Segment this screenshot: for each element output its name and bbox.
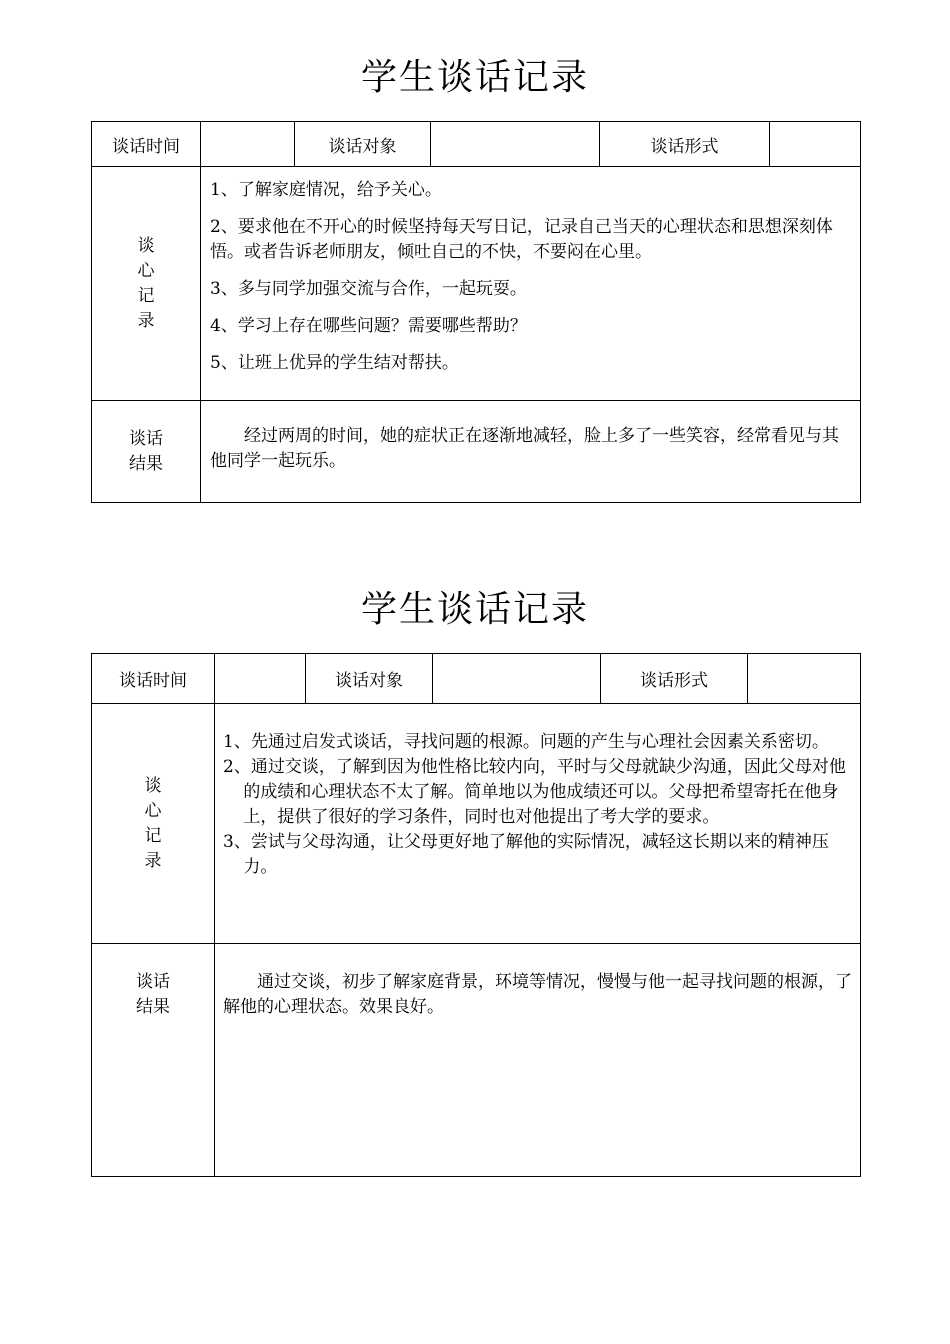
- record1-result-label: 谈话 结果: [92, 401, 201, 503]
- record2-heart-content: [215, 704, 861, 944]
- record2-target-value[interactable]: [433, 654, 601, 704]
- record1-table: [91, 121, 861, 503]
- record2-result-label: 谈话 结果: [92, 944, 215, 1177]
- record1-target-label: 谈话对象: [295, 122, 431, 167]
- record1-title: 学生谈话记录: [360, 57, 589, 98]
- list-item: 2、通过交谈，了解到因为他性格比较内向，平时与父母就缺少沟通，因此父母对他的成绩和心理状态不太了解。简单地以为他成绩还可以。父母把希望寄托在他身上，提供了很好的学习条件，同时也对他提出了考大学的要求。: [223, 757, 846, 827]
- record2-time-label: 谈话时间: [92, 654, 215, 704]
- record1-form-value[interactable]: [770, 122, 861, 167]
- record2-target-label: 谈话对象: [306, 654, 433, 704]
- record2-result-content: [215, 944, 861, 1177]
- list-item: 1、了解家庭情况，给予关心。: [210, 180, 442, 200]
- record2-time-value[interactable]: [215, 654, 306, 704]
- record2-title: 学生谈话记录: [360, 589, 589, 630]
- list-item: 3、尝试与父母沟通，让父母更好地了解他的实际情况，减轻这长期以来的精神压力。: [223, 832, 829, 877]
- result-text: 经过两周的时间，她的症状正在逐渐地减轻，脸上多了一些笑容，经常看见与其他同学一起玩乐。: [210, 426, 839, 471]
- record1-result-content: [201, 401, 861, 503]
- list-item: 5、让班上优异的学生结对帮扶。: [210, 353, 459, 373]
- record2-heart-label: 谈 心 记 录: [92, 704, 215, 944]
- record2-table: [91, 653, 861, 1177]
- list-item: 3、多与同学加强交流与合作，一起玩耍。: [210, 279, 527, 299]
- record1-target-value[interactable]: [431, 122, 600, 167]
- record1-heart-content: [201, 167, 861, 401]
- list-item: 4、学习上存在哪些问题？需要哪些帮助？: [210, 316, 527, 336]
- result-text: 通过交谈，初步了解家庭背景，环境等情况，慢慢与他一起寻找问题的根源，了解他的心理状态。效果良好。: [223, 972, 852, 1017]
- record1-heart-label: 谈 心 记 录: [92, 167, 201, 401]
- list-item: 2、要求他在不开心的时候坚持每天写日记，记录自己当天的心理状态和思想深刻体悟。或者告诉老师朋友，倾吐自己的不快，不要闷在心里。: [210, 217, 833, 262]
- record2-form-value[interactable]: [748, 654, 861, 704]
- record2-form-label: 谈话形式: [601, 654, 748, 704]
- list-item: 1、先通过启发式谈话，寻找问题的根源。问题的产生与心理社会因素关系密切。: [223, 732, 829, 752]
- record1-time-label: 谈话时间: [92, 122, 201, 167]
- record1-time-value[interactable]: [201, 122, 295, 167]
- record1-form-label: 谈话形式: [600, 122, 770, 167]
